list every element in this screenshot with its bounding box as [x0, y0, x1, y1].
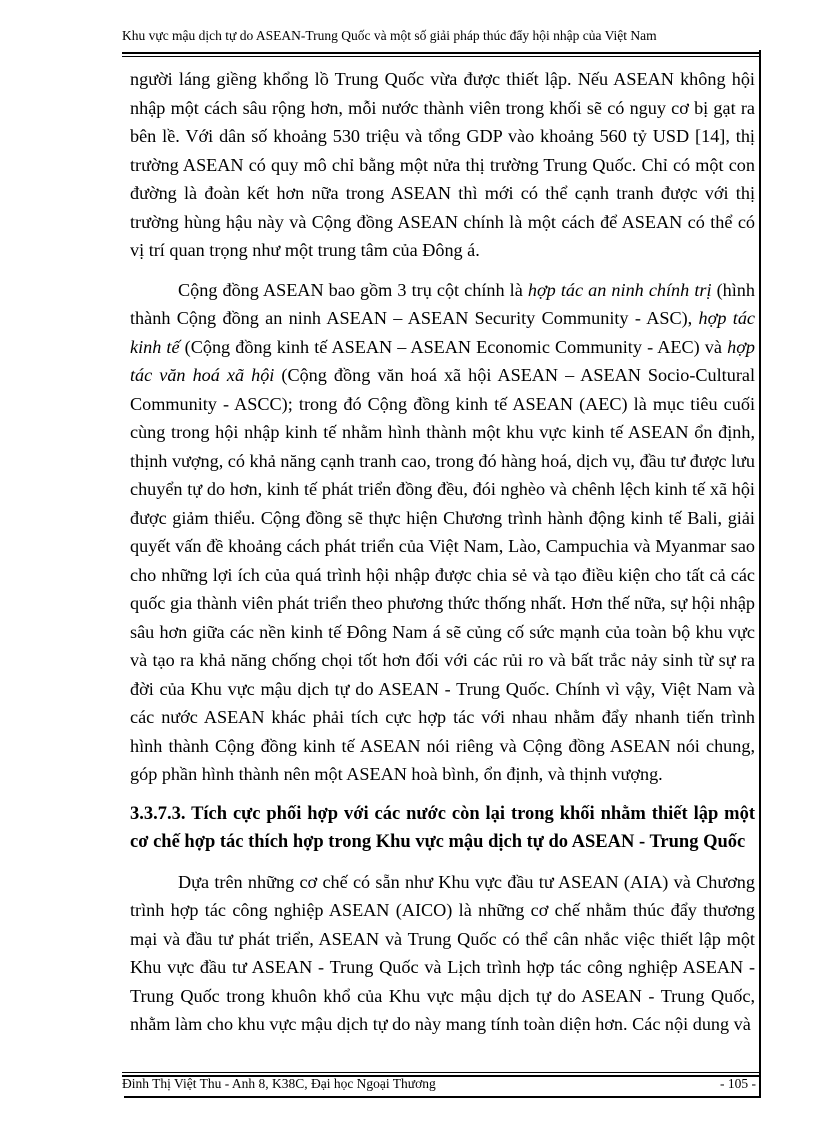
page-body: [130, 65, 755, 1039]
paragraph-2-italic-1: hợp tác an ninh chính trị: [527, 279, 712, 300]
footer-author: Đinh Thị Việt Thu - Anh 8, K38C, Đại học Ngoại Thương: [122, 1076, 436, 1091]
running-header: Khu vực mậu dịch tự do ASEAN-Trung Quốc và một số giải pháp thúc đẩy hội nhập của Việt Nam: [122, 28, 657, 43]
paragraph-1: người láng giềng khổng lồ Trung Quốc vừa được thiết lập. Nếu ASEAN không hội nhập một cách sâu rộng hơn, mỗi nước thành viên trong khối sẽ có nguy cơ bị gạt ra bên lề. Với dân số khoảng 530 triệu và tổng GDP vào khoảng 560 tỷ USD [14], thị trường ASEAN có quy mô chỉ bằng một nửa thị trường Trung Quốc. Chỉ có một con đường là đoàn kết hơn nữa trong ASEAN thì mới có thể cạnh tranh được với thị trường hùng hậu này và Cộng đồng ASEAN chính là một cách để ASEAN có thể có vị trí quan trọng như một trung tâm của Đông á.: [130, 69, 755, 260]
paragraph-2-text-4: (Cộng đồng văn hoá xã hội ASEAN – ASEAN Socio-Cultural Community - ASCC); trong đó Cộng đồng kinh tế ASEAN (AEC) là mục tiêu cuối cùng trong hội nhập kinh tế nhằm hình thành một khu vực kinh tế ASEAN ổn định, thịnh vượng, có khả năng cạnh tranh cao, trong đó hàng hoá, dịch vụ, đầu tư được lưu chuyển tự do hơn, kinh tế phát triển đồng đều, đói nghèo và chênh lệch kinh tế xã hội được giảm thiểu. Cộng đồng sẽ thực hiện Chương trình hành động kinh tế Bali, giải quyết vấn đề khoảng cách phát triển của Việt Nam, Lào, Campuchia và Myanmar sao cho những lợi ích của quá trình hội nhập được chia sẻ và tạo điều kiện cho tất cả các quốc gia thành viên phát triển theo phương thức thống nhất. Hơn thế nữa, sự hội nhập sâu hơn giữa các nền kinh tế Đông Nam á sẽ củng cố sức mạnh của toàn bộ khu vực và tạo ra khả năng chống chọi tốt hơn đối với các rủi ro và bất trắc nảy sinh từ sự ra đời của Khu vực mậu dịch tự do ASEAN - Trung Quốc. Chính vì vậy, Việt Nam và các nước ASEAN khác phải tích cực hợp tác với nhau nhằm đẩy nhanh tiến trình hình thành Cộng đồng kinh tế ASEAN nói riêng và Cộng đồng ASEAN nói chung, góp phần hình thành nên một ASEAN hoà bình, ổn định, và thịnh vượng.: [130, 365, 756, 784]
section-heading: 3.3.7.3. Tích cực phối hợp với các nước còn lại trong khối nhằm thiết lập một cơ chế hợp tác thích hợp trong Khu vực mậu dịch tự do ASEAN - Trung Quốc: [130, 803, 755, 852]
page-number: - 105 -: [720, 1076, 756, 1091]
footer-rule: [122, 1072, 759, 1073]
paragraph-3: Dựa trên những cơ chế có sẵn như Khu vực đầu tư ASEAN (AIA) và Chương trình hợp tác công nghiệp ASEAN (AICO) là những cơ chế nhằm thúc đẩy thương mại và đầu tư phát triển, ASEAN và Trung Quốc có thể cân nhắc việc thiết lập một Khu vực đầu tư ASEAN - Trung Quốc và Lịch trình hợp tác công nghiệp ASEAN - Trung Quốc trong khuôn khổ của Khu vực mậu dịch tự do ASEAN - Trung Quốc, nhằm làm cho khu vực mậu dịch tự do này mang tính toàn diện hơn. Các nội dung và: [130, 871, 755, 1034]
paragraph-2-text-1: Cộng đồng ASEAN bao gồm 3 trụ cột chính là: [178, 279, 528, 300]
paragraph-2-text-3: (Cộng đồng kinh tế ASEAN – ASEAN Economic Community - AEC) và: [179, 336, 728, 357]
page-border-bottom: [124, 1096, 761, 1098]
header-rule-thin: [122, 56, 759, 57]
paragraph-2-italic-3: hợp tác văn hoá xã hội: [130, 336, 755, 385]
page-border-right: [759, 50, 761, 1098]
paragraph-2-italic-2: hợp tác kinh tế: [130, 308, 755, 357]
paragraph-2: [130, 276, 755, 789]
header-rule: [122, 52, 759, 54]
paragraph-2-text-2: (hình thành Cộng đồng an ninh ASEAN – ASEAN Security Community - ASC),: [130, 279, 755, 328]
